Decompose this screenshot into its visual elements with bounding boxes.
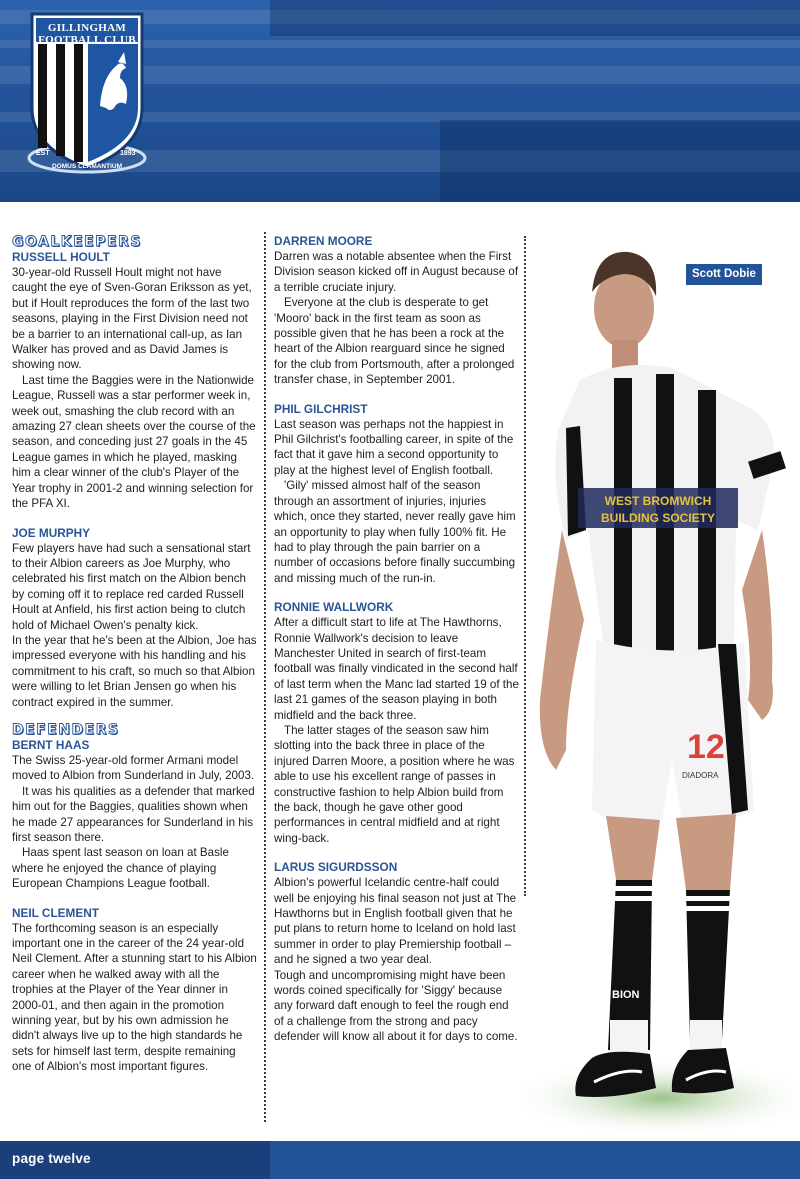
kit-brand: DIADORA: [682, 771, 719, 780]
player-name-sigurdsson: LARUS SIGURDSSON: [274, 860, 398, 875]
shorts-number: 12: [687, 728, 725, 766]
paragraph: Albion's powerful Icelandic centre-half could well be enjoying his final season not just at The Hawthorns but in English football given that he put plans to return home to Iceland on hold last summer in order to play Premiership football – and he signed a two year deal.: [274, 876, 517, 967]
paragraph: After a difficult start to life at The Hawthorns, Ronnie Wallwork's decision to leave Manchester United in search of first-team football was finally vindicated in the second half of last term when the Manc lad started 19 of the last 21 games of the season playing in both midfield and the back three.: [274, 616, 519, 722]
column-middle: [274, 234, 519, 1045]
section-defenders-heading: DEFENDERS: [12, 721, 120, 738]
paragraph: Tough and uncompromising might have been words coined specifically for 'Siggy' because any forward daft enough to feel the rough end of a challenge from the strong and pacy defender will know all about it for days to come.: [274, 968, 518, 1044]
player-name-moore: DARREN MOORE: [274, 234, 373, 248]
paragraph: The latter stages of the season saw him slotting into the back three in place of the injured Darren Moore, a position where he was able to use his excellent range of passes in constructive fashion to help Albion build from the back, though he gave other good performances in central midfield and at right wing-back.: [274, 723, 515, 845]
paragraph: In the year that he's been at the Albion, Joe has impressed everyone with his handling and his commitment to his craft, so much so that Albion were willing to let Brian Jensen go when his contract expired in the summer.: [12, 633, 257, 709]
paragraph: Last season was perhaps not the happiest in Phil Gilchrist's footballing career, in spite of the fact that it gave him a second opportunity to play at the highest level of English football.: [274, 417, 514, 477]
paragraph: Haas spent last season on loan at Basle where he enjoyed the chance of playing European Champions League football.: [12, 846, 229, 891]
footballer-illustration-icon: [522, 230, 800, 1130]
crest-name-line2: FOOTBALL CLUB: [38, 34, 136, 46]
crest-year: 1893: [120, 150, 136, 157]
player-name-hoult: RUSSELL HOULT: [12, 250, 110, 264]
crest-est: EST: [36, 150, 50, 157]
paragraph: Darren was a notable absentee when the First Division season kicked off in August because of a terrible cruciate injury.: [274, 250, 519, 294]
paragraph: 30-year-old Russell Hoult might not have caught the eye of Sven-Goran Eriksson as yet, but if Hoult reproduces the form of the last two seasons, playing in the First Division need not be a barrier to an international call-up, as Ian Walker has proved and as David James is showing now.: [12, 266, 252, 372]
column-divider: [264, 232, 266, 1122]
paragraph: Last time the Baggies were in the Nationwide League, Russell was a star performer week in, week out, smashing the club record with an amazing 27 clean sheets over the course of the season, and conceding just 27 goals in the 45 League games in which he played, masking him a clear winner of the club's Player of the Year trophy in 2001-2 and winning selection for the PFA XI.: [12, 373, 256, 511]
player-name-haas: BERNT HAAS: [12, 737, 90, 752]
player-photo: [522, 230, 800, 1130]
header-banner: [0, 0, 800, 202]
photo-caption: Scott Dobie: [686, 264, 762, 285]
paragraph: The Swiss 25-year-old former Armani model moved to Albion from Sunderland in July, 2003.: [12, 753, 255, 783]
sponsor-line1: WEST BROMWICH: [604, 494, 712, 508]
player-name-murphy: JOE MURPHY: [12, 525, 91, 540]
crest-name-line1: GILLINGHAM: [47, 22, 127, 34]
section-goalkeepers-heading: GOALKEEPERS: [12, 234, 142, 250]
player-name-gilchrist: PHIL GILCHRIST: [274, 401, 368, 416]
crest-motto: DOMUS CLAMANTIUM: [51, 163, 123, 170]
footer-bar: [0, 1141, 800, 1179]
paragraph: 'Gily' missed almost half of the season through an assortment of injuries, injuries which, once they started, never really gave him an opportunity to play when fully 100% fit. He had to play through the pain barrier on a number of occasions before finally succumbing and missing much of the run-in.: [274, 479, 516, 585]
paragraph: Everyone at the club is desperate to get 'Mooro' back in the first team as soon as possible given that he has been a rock at the heart of the Albion rearguard since he signed for the club from Portsmouth, after a prolonged transfer chase, in September 2001.: [274, 296, 515, 387]
paragraph: Few players have had such a sensational start to their Albion careers as Joe Murphy, who celebrated his first match on the Albion bench by coming off it to replace red carded Russell Hoult at Anfield, his first action being to clutch hold of Michael Owen's penalty kick.: [12, 541, 251, 632]
sock-text: BION: [612, 989, 640, 1001]
paragraph: It was his qualities as a defender that marked him out for the Baggies, qualities shown when he made 27 appearances for Sunderland in his first season there.: [12, 784, 255, 844]
club-crest-logo: [22, 8, 152, 178]
player-name-wallwork: RONNIE WALLWORK: [274, 600, 394, 615]
paragraph: The forthcoming season is an especially important one in the career of the 24 year-old Neil Clement. After a stunning start to his Albion career when he walked away with all the trophies at the Player of the Year dinner in 2000-01, and then again in the promotion winning year, but by his own admission he didn't always live up to the high standards he sets for himself last term, despite remaining one of Albion's most important figures.: [12, 921, 257, 1074]
sponsor-line2: BUILDING SOCIETY: [600, 511, 716, 525]
page-number-label: page twelve: [12, 1151, 91, 1166]
player-name-clement: NEIL CLEMENT: [12, 905, 99, 920]
column-left: [12, 234, 258, 1075]
